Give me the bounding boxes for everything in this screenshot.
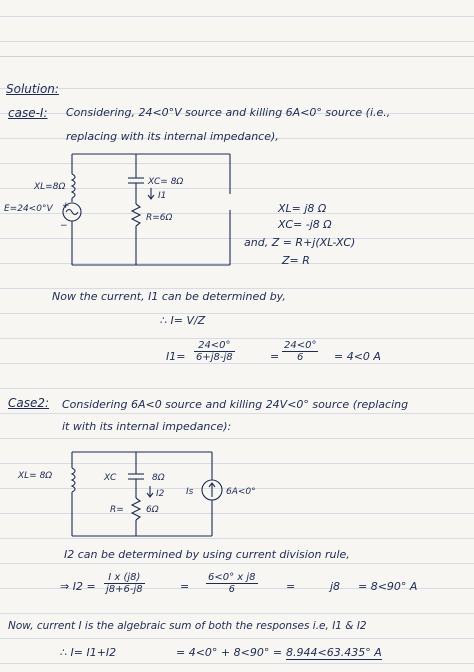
case1-z2-eq: Z= R [282,254,310,267]
case1-now-current: Now the current, I1 can be determined by, [52,290,286,303]
case1-circuit [0,140,250,280]
final-line1: Now, current I is the algebraic sum of both the responses i.e, I1 & I2 [8,620,367,632]
case1-frac1-den: 6+j8-j8 [196,352,233,363]
case1-frac2-den: 6 [297,352,304,363]
case2-xc-label: XC [104,473,117,483]
final-line2-mid: = 4<0° + 8<90° = [176,646,283,659]
case2-frac1 [104,572,145,595]
case1-frac1 [194,340,235,363]
case1-therefore: ∴ I= V/Z [160,314,206,327]
case2-i2-label-eq: ⇒ I2 = [60,580,96,593]
case2-r-val: 6Ω [146,505,159,515]
case2-r-label: R= [110,505,124,515]
final-result: 8.944<63.435° A [286,646,382,659]
final-line2-prefix: ∴ I= I1+I2 [60,646,117,659]
case2-src-label: 6A<0° [226,487,256,497]
case2-res1: j8 [330,580,341,593]
top-margin-line [0,56,474,57]
case2-frac1-den: j8+6-j8 [106,584,143,595]
case2-xl-label: XL= 8Ω [18,471,53,481]
case1-frac1-num: 24<0° [194,340,235,352]
case1-heading: case-I: [8,106,48,120]
case1-z-eq: and, Z = R+j(XL-XC) [244,236,356,249]
case2-intro-line1: Considering 6A<0 source and killing 24V<0° source (replacing [62,398,409,411]
case2-heading: Case2: [8,396,50,410]
solution-heading: Solution: [6,82,59,96]
case1-intro-line1: Considering, 24<0°V source and killing 6A<0° source (i.e., [66,106,391,119]
case2-eq2: = [286,580,296,593]
case1-circuit-wires [63,154,230,265]
case2-xc-val: 8Ω [152,473,165,483]
case1-result: = 4<0 A [334,350,381,363]
minus-sign: − [60,221,68,231]
case2-frac2-num: 6<0° x j8 [208,572,256,583]
case1-xc-eq: XC= -j8 Ω [278,218,332,231]
case2-res2: = 8<90° A [358,580,418,593]
case1-frac2-num: 24<0° [284,340,317,351]
case2-frac2 [206,572,258,595]
case1-xl-eq: XL= j8 Ω [278,202,327,215]
case2-is-label: Is [186,487,194,497]
case2-circuit [0,440,256,550]
case1-e-label: E=24<0°V [4,204,53,214]
case2-eq1: = [180,580,190,593]
plus-sign: + [62,201,70,211]
case2-intro-line2: it with its internal impedance): [62,420,232,433]
case1-frac2 [282,340,318,363]
case2-i2-label: I2 [156,489,165,499]
case1-i1-label: I1 [158,191,167,201]
case1-i1-eq-label: I1= [166,350,186,363]
case2-cdr-line: I2 can be determined by using current division rule, [64,548,350,561]
case2-circuit-wires [72,452,222,536]
case2-frac1-num: I x (j8) [104,572,145,584]
case1-equals1: = [270,350,280,363]
case1-intro-line2: replacing with its internal impedance), [66,130,279,143]
case1-xc-label: XC= 8Ω [148,177,184,187]
case1-r-label: R=6Ω [146,213,173,223]
case1-xl-label: XL=8Ω [34,182,66,192]
case2-frac2-den: 6 [228,584,235,595]
